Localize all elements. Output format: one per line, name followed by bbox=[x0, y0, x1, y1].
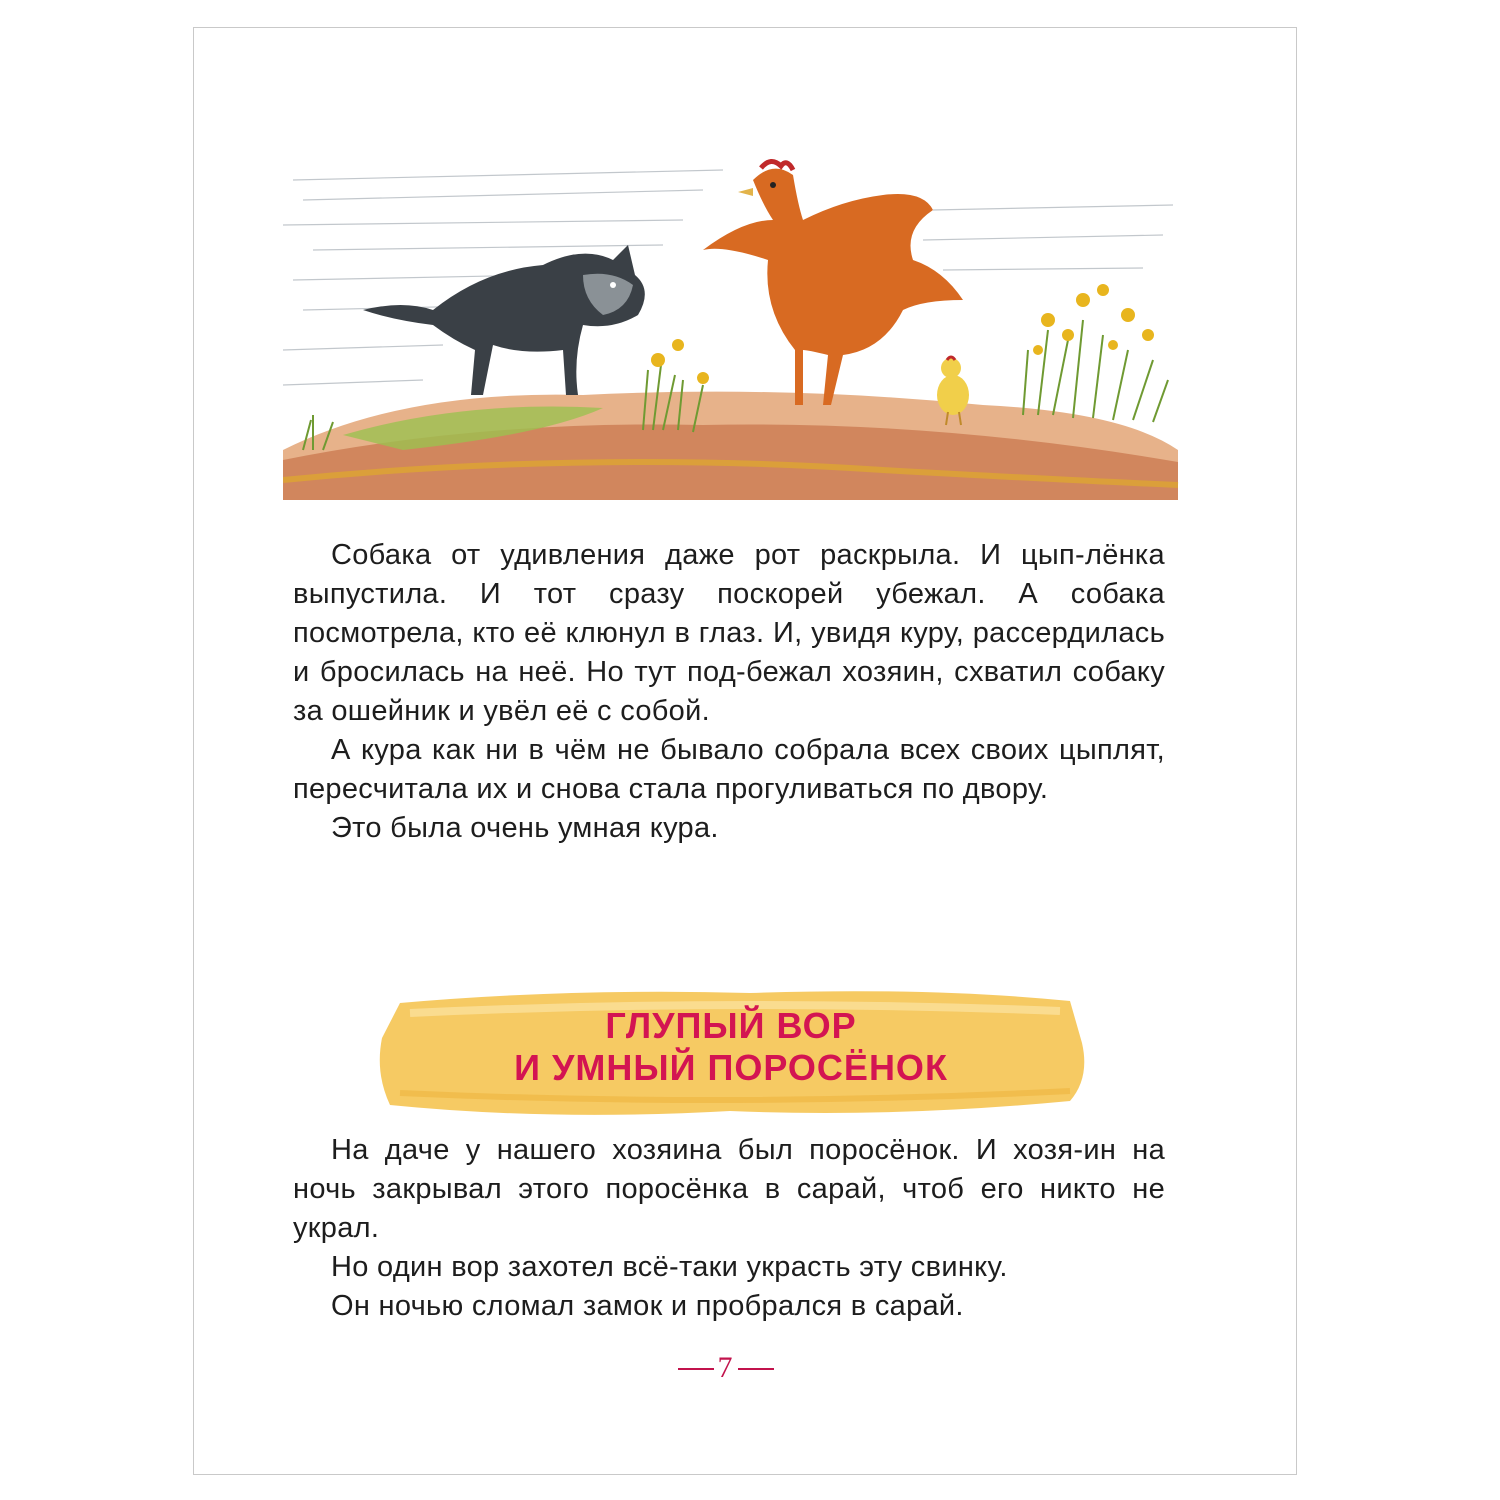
story-title bbox=[370, 983, 1092, 1123]
paragraph: А кура как ни в чём не бывало собрала всех своих цыплят, пересчитала их и снова стала прогуливаться по двору. bbox=[293, 734, 1165, 805]
story-text-part1 bbox=[293, 536, 1165, 848]
story-text-part2 bbox=[293, 1131, 1165, 1326]
title-line-1: ГЛУПЫЙ ВОР bbox=[605, 1005, 857, 1046]
dog-and-hen-illustration bbox=[283, 150, 1183, 510]
hen-figure bbox=[703, 161, 963, 405]
paragraph: Собака от удивления даже рот раскрыла. И цып-лёнка выпустила. И тот сразу поскорей убежал. А собака посмотрела, кто её клюнул в глаз. И, увидя куру, рассердилась и бросилась на неё. Но тут под-бежал хозяин, схватил собаку за ошейник и увёл её с собой. bbox=[293, 539, 1165, 727]
page-number: 7 bbox=[717, 1351, 733, 1384]
dash-right-icon bbox=[738, 1368, 774, 1370]
paragraph: Это была очень умная кура. bbox=[331, 812, 719, 844]
title-line-2: И УМНЫЙ ПОРОСЁНОК bbox=[514, 1047, 948, 1088]
dog-figure bbox=[363, 245, 645, 395]
paragraph: Он ночью сломал замок и пробрался в сарай. bbox=[331, 1290, 964, 1322]
paragraph: Но один вор захотел всё-таки украсть эту свинку. bbox=[331, 1251, 1008, 1283]
paragraph: На даче у нашего хозяина был поросёнок. И хозя-ин на ночь закрывал этого поросёнка в сарай, чтоб его никто не украл. bbox=[293, 1134, 1165, 1244]
page-footer bbox=[650, 1350, 850, 1390]
